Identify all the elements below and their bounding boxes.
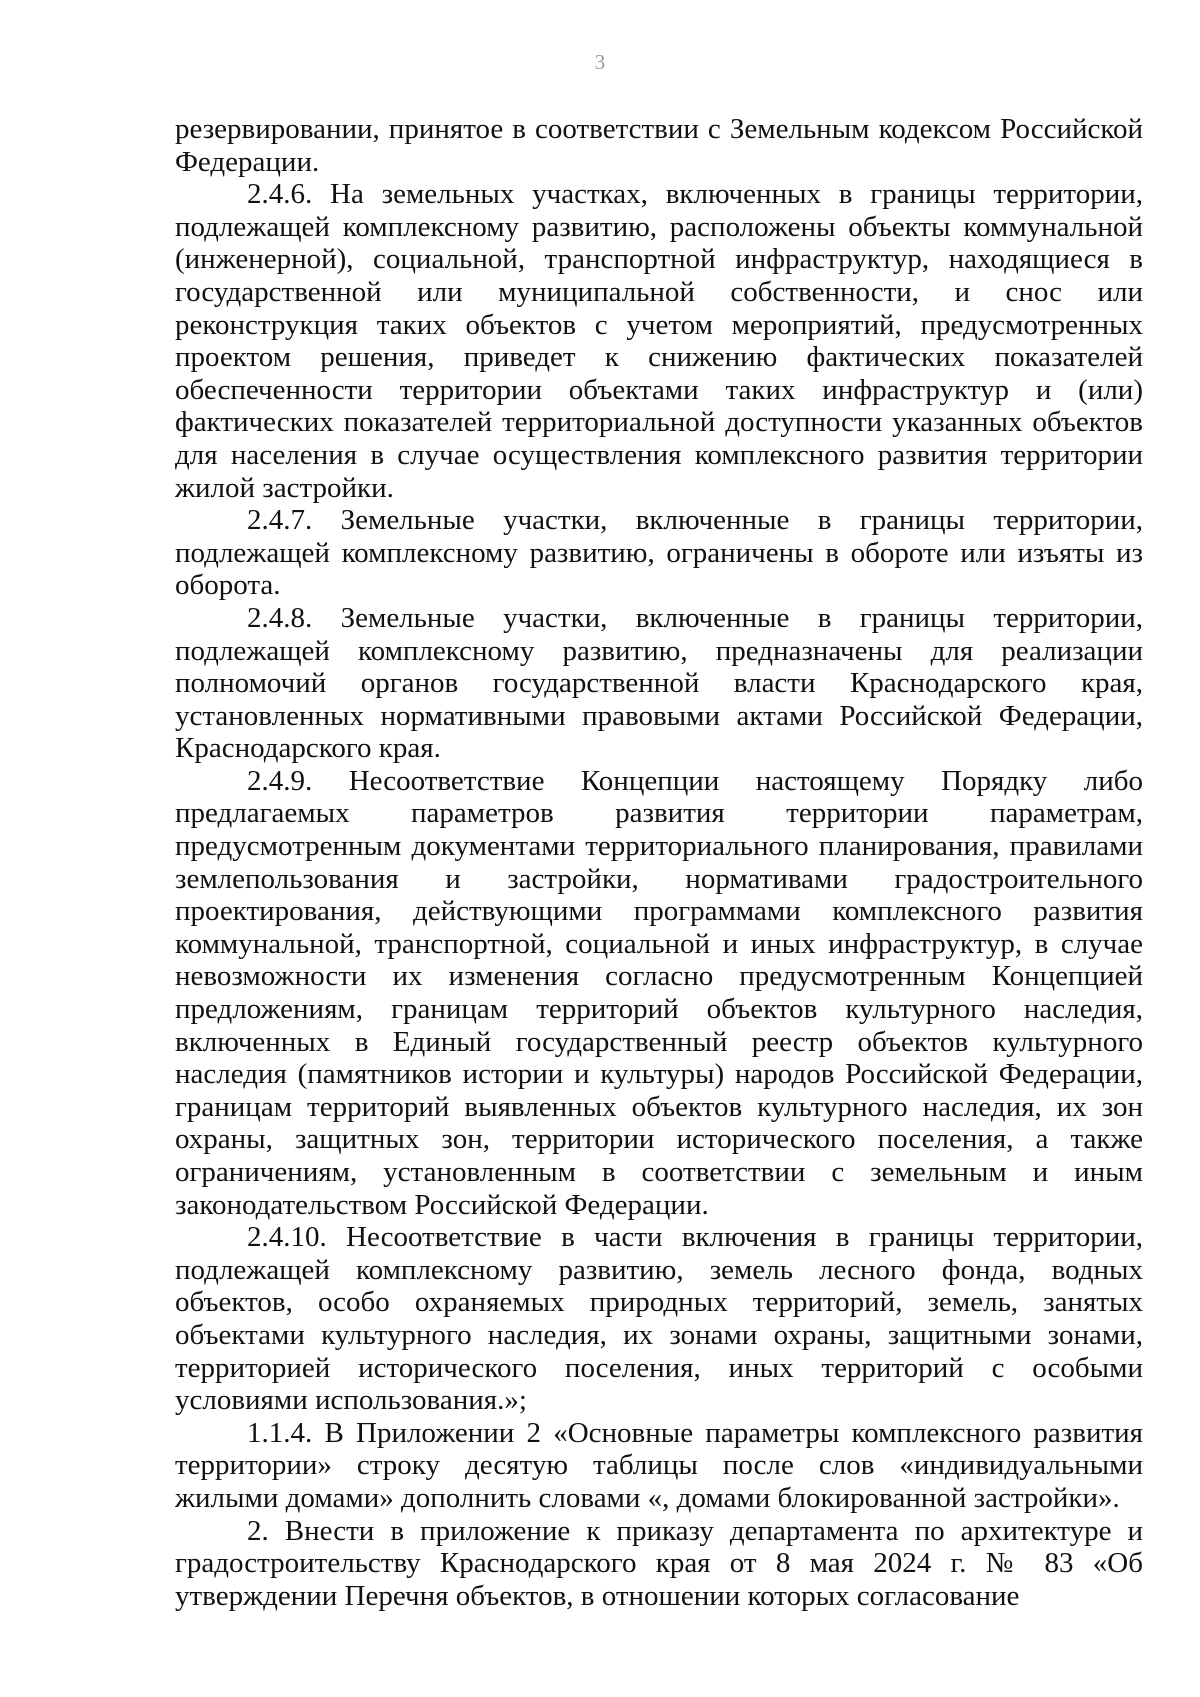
- page-number: 3: [594, 50, 606, 74]
- paragraph-2-4-9: 2.4.9. Несоответствие Концепции настоящему Порядку либо предлагаемых параметров развития территории параметрам, предусмотренным документами территориального планирования, правилами землепользования и застройки, нормативами градостроительного проектирования, действующими программами комплексного развития коммунальной, транспортной, социальной и иных инфраструктур, в случае невозможности их изменения согласно предусмотренным Концепцией предложениям, границам территорий объектов культурного наследия, включенных в Единый государственный реестр объектов культурного наследия (памятников истории и культуры) народов Российской Федерации, границам территорий выявленных объектов культурного наследия, их зон охраны, защитных зон, территории исторического поселения, а также ограничениям, установленным в соответствии с земельным и иным законодательством Российской Федерации.: [175, 764, 1143, 1221]
- paragraph-1-1-4: 1.1.4. В Приложении 2 «Основные параметры комплексного развития территории» строку десятую таблицы после слов «индивидуальными жилыми домами» дополнить словами «, домами блокированной застройки».: [175, 1416, 1143, 1514]
- paragraph-2-4-10: 2.4.10. Несоответствие в части включения в границы территории, подлежащей комплексному развитию, земель лесного фонда, водных объектов, особо охраняемых природных территорий, земель, занятых объектами культурного наследия, их зонами охраны, защитными зонами, территорией исторического поселения, иных территорий с особыми условиями использования.»;: [175, 1221, 1143, 1417]
- paragraph-2-4-7: 2.4.7. Земельные участки, включенные в границы территории, подлежащей комплексному развитию, ограничены в обороте или изъяты из оборота.: [175, 504, 1143, 602]
- document-body: [175, 113, 1143, 1612]
- paragraph-continuation: резервировании, принятое в соответствии с Земельным кодексом Российской Федерации.: [175, 113, 1143, 178]
- paragraph-2: 2. Внести в приложение к приказу департамента по архитектуре и градостроительству Краснодарского края от 8 мая 2024 г. № 83 «Об утверждении Перечня объектов, в отношении которых согласование: [175, 1514, 1143, 1612]
- paragraph-2-4-6: 2.4.6. На земельных участках, включенных в границы территории, подлежащей комплексному развитию, расположены объекты коммунальной (инженерной), социальной, транспортной инфраструктур, находящиеся в государственной или муниципальной собственности, и снос или реконструкция таких объектов с учетом мероприятий, предусмотренных проектом решения, приведет к снижению фактических показателей обеспеченности территории объектами таких инфраструктур и (или) фактических показателей территориальной доступности указанных объектов для населения в случае осуществления комплексного развития территории жилой застройки.: [175, 178, 1143, 504]
- paragraph-2-4-8: 2.4.8. Земельные участки, включенные в границы территории, подлежащей комплексному развитию, предназначены для реализации полномочий органов государственной власти Краснодарского края, установленных нормативными правовыми актами Российской Федерации, Краснодарского края.: [175, 601, 1143, 765]
